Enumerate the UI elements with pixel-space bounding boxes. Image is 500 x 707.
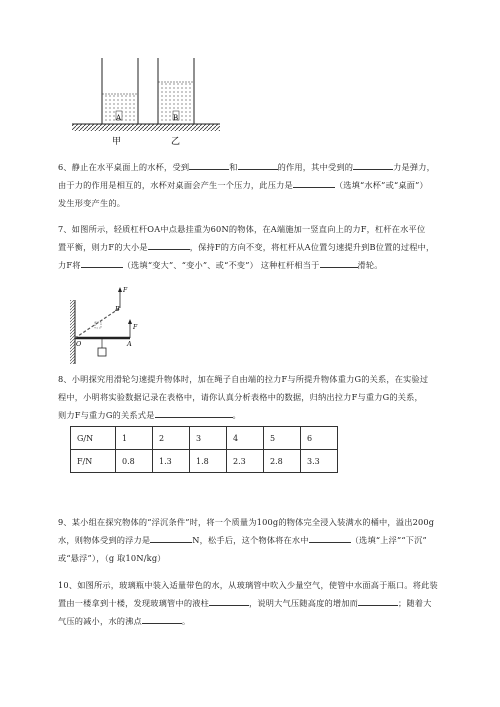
blank-7-2[interactable] bbox=[81, 257, 123, 268]
table-cell: 3.3 bbox=[301, 450, 338, 473]
blank-9-1[interactable] bbox=[150, 532, 192, 543]
blank-7-3[interactable] bbox=[320, 257, 358, 268]
label-jia: 甲 bbox=[112, 137, 122, 147]
label-f-top: F bbox=[123, 287, 128, 294]
table-header-cell: F/N bbox=[71, 450, 116, 473]
blank-6-1[interactable] bbox=[189, 159, 229, 170]
blank-10-3[interactable] bbox=[142, 613, 182, 624]
lever-figure bbox=[66, 284, 166, 364]
weight-block bbox=[98, 348, 106, 356]
table-cell: 2.8 bbox=[264, 450, 301, 473]
blank-8-1[interactable] bbox=[155, 407, 233, 418]
table-cell: 3 bbox=[190, 427, 227, 450]
blank-6-4[interactable] bbox=[293, 177, 335, 188]
wall bbox=[70, 300, 75, 364]
table-cell: 2.3 bbox=[227, 450, 264, 473]
label-f-right: F bbox=[133, 324, 138, 331]
table-cell: 0.8 bbox=[116, 450, 153, 473]
table-row bbox=[71, 450, 338, 473]
blank-10-2[interactable] bbox=[358, 595, 398, 606]
label-o: O bbox=[76, 340, 82, 348]
cup-a-label: A bbox=[116, 114, 122, 122]
table-row bbox=[71, 427, 338, 450]
table-hatch bbox=[72, 124, 220, 131]
table-cell: 6 bbox=[301, 427, 338, 450]
table-header-cell: G/N bbox=[71, 427, 116, 450]
table-cell: 1.3 bbox=[153, 450, 190, 473]
blank-7-1[interactable] bbox=[148, 239, 190, 250]
data-table bbox=[70, 426, 338, 473]
question-8: 8、小明探究用滑轮匀速提升物体时，加在绳子自由端的拉力F与所提升物体重力G的关系，在实验过 程中，小明将实验数据记录在表格中，请你认真分析表格中的数据，归纳出拉力F与重力G的关系， 则力F与重力G的关系式是 。 bbox=[58, 374, 429, 420]
table-cell: 4 bbox=[227, 427, 264, 450]
question-9: 9、某小组在探究物体的“浮沉条件”时，将一个质量为100g的物体完全浸入装满水的桶中，溢出200g 水，则物体受到的浮力是 N，松手后，这个物体将在水中 （选填“上浮”“下沉” 或“悬浮”），（g 取10N/kg） bbox=[58, 517, 435, 563]
table-cell: 2 bbox=[153, 427, 190, 450]
question-10: 10、如图所示，玻璃瓶中装入适量带色的水，从玻璃管中吹入少量空气，使管中水面高于瓶口。将此装 置由一楼拿到十楼，发现玻璃管中的液柱 ，说明大气压随高度的增加而 ；随着大 气压的减小，水的沸点 。 bbox=[58, 580, 438, 626]
label-b: B bbox=[115, 305, 120, 313]
blank-6-3[interactable] bbox=[353, 159, 393, 170]
table-cell: 1.8 bbox=[190, 450, 227, 473]
blank-9-2[interactable] bbox=[309, 532, 351, 543]
cup-b-label: B bbox=[173, 114, 179, 122]
label-yi: 乙 bbox=[171, 137, 181, 147]
table-cell: 5 bbox=[264, 427, 301, 450]
question-7: 7、如图所示，轻质杠杆OA中点悬挂重为60N的物体，在A端施加一竖直向上的力F，杠杆在水平位 置平衡，则力F的大小是 ，保持F的方向不变，将杠杆从A位置匀速提升到B位置的过程中， 力F将 （选填“变大”、“变小”、或“不变”） 这种杠杆相当于 滑轮。 bbox=[58, 224, 435, 270]
label-a: A bbox=[127, 340, 132, 348]
blank-10-1[interactable] bbox=[209, 595, 249, 606]
question-6: 6、静止在水平桌面上的水杯，受到 和 的作用，其中受到的 力是弹力， 由于力的作用是相互的，水杯对桌面会产生一个压力，此压力是 （选填“水杯”或“桌面”） 发生形变产生的。 bbox=[58, 158, 478, 212]
blank-6-2[interactable] bbox=[238, 159, 278, 170]
table-cell: 1 bbox=[116, 427, 153, 450]
cups-figure bbox=[72, 58, 222, 150]
lever-raised bbox=[75, 308, 120, 338]
